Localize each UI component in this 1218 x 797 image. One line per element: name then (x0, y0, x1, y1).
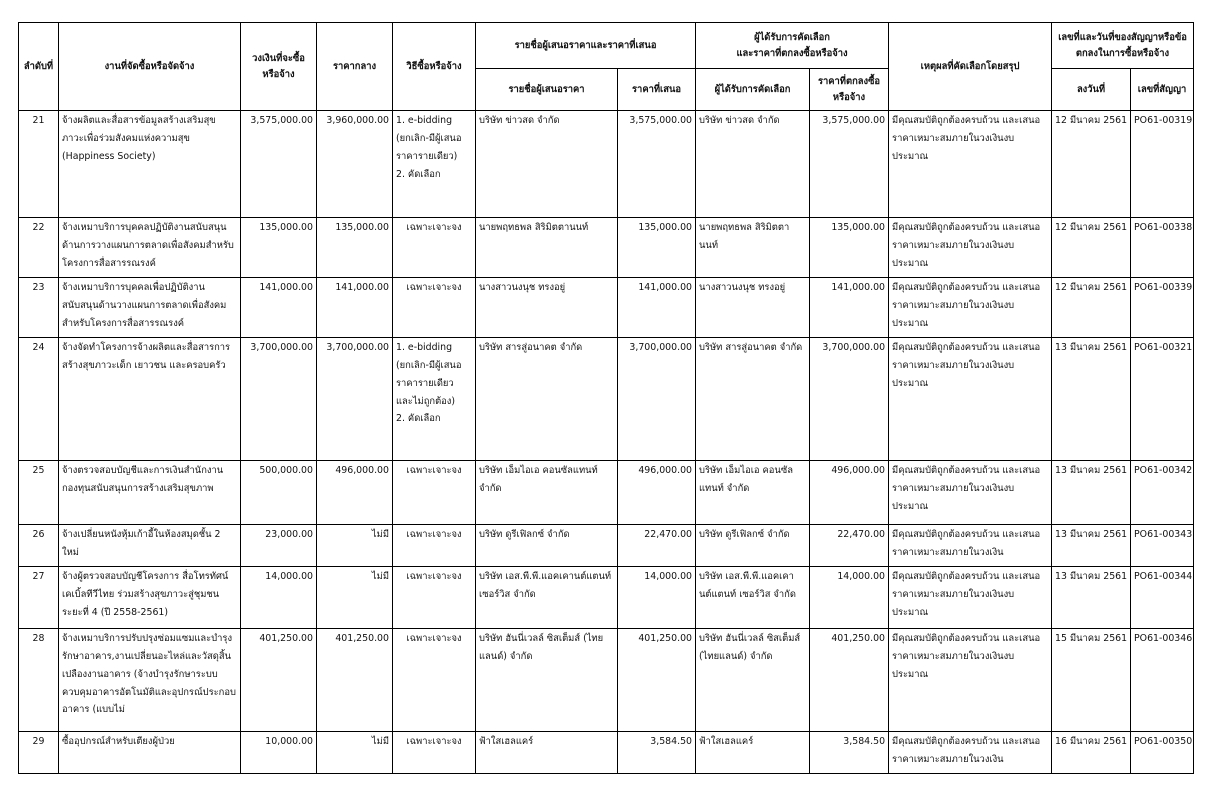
row-agreed-price: 135,000.00 (810, 218, 889, 278)
row-work: จ้างจัดทำโครงการจ้างผลิตและสื่อสารการสร้างสุขภาวะเด็ก เยาวชน และครอบครัว (59, 338, 241, 461)
row-contract-no: PO61-00342 (1131, 461, 1194, 525)
row-agreed-price: 14,000.00 (810, 567, 889, 629)
row-median: ไม่มี (317, 732, 393, 774)
row-no: 23 (19, 278, 59, 338)
row-contract-no: PO61-00346 (1131, 629, 1194, 732)
row-no: 26 (19, 525, 59, 567)
row-work: จ้างเหมาบริการบุคคลเพื่อปฏิบัติงานสนับสนุนด้านวางแผนการตลาดเพื่อสังคมสำหรับโครงการสื่อสารรณรงค์ (59, 278, 241, 338)
table-row (19, 461, 1194, 525)
row-reason: มีคุณสมบัติถูกต้องครบถ้วน และเสนอราคาเหมาะสมภายในวงเงิน (889, 732, 1052, 774)
row-selected: นางสาวนงนุช ทรงอยู่ (696, 278, 810, 338)
row-bid-price: 3,575,000.00 (618, 111, 696, 218)
row-method: เฉพาะเจาะจง (393, 218, 476, 278)
row-agreed-price: 3,700,000.00 (810, 338, 889, 461)
row-date: 16 มีนาคม 2561 (1052, 732, 1131, 774)
row-reason: มีคุณสมบัติถูกต้องครบถ้วน และเสนอราคาเหมาะสมภายในวงเงินงบประมาณ (889, 278, 1052, 338)
row-budget: 500,000.00 (241, 461, 317, 525)
header-bidders-group: รายชื่อผู้เสนอราคาและราคาที่เสนอ (476, 23, 696, 69)
row-reason: มีคุณสมบัติถูกต้องครบถ้วน และเสนอราคาเหมาะสมภายในวงเงินงบประมาณ (889, 218, 1052, 278)
row-selected: บริษัท ดูรีเฟิลกซ์ จำกัด (696, 525, 810, 567)
row-no: 22 (19, 218, 59, 278)
row-contract-no: PO61-00339 (1131, 278, 1194, 338)
row-budget: 23,000.00 (241, 525, 317, 567)
row-bid-price: 22,470.00 (618, 525, 696, 567)
row-date: 12 มีนาคม 2561 (1052, 111, 1131, 218)
row-reason: มีคุณสมบัติถูกต้องครบถ้วน และเสนอราคาเหมาะสมภายในวงเงินงบประมาณ (889, 567, 1052, 629)
table-row (19, 111, 1194, 218)
row-date: 13 มีนาคม 2561 (1052, 567, 1131, 629)
row-agreed-price: 496,000.00 (810, 461, 889, 525)
row-reason: มีคุณสมบัติถูกต้องครบถ้วน และเสนอราคาเหมาะสมภายในวงเงิน (889, 525, 1052, 567)
procurement-report (18, 22, 1194, 774)
table-row (19, 218, 1194, 278)
row-bid-price: 141,000.00 (618, 278, 696, 338)
row-contract-no: PO61-00350 (1131, 732, 1194, 774)
row-selected: บริษัท เอส.พี.พี.แอคเคานต์แตนท์ เซอร์วิส จำกัด (696, 567, 810, 629)
row-work: จ้างผลิตและสื่อสารข้อมูลสร้างเสริมสุขภาวะเพื่อร่วมสังคมแห่งความสุข (Happiness Society) (59, 111, 241, 218)
row-reason: มีคุณสมบัติถูกต้องครบถ้วน และเสนอราคาเหมาะสมภายในวงเงินงบประมาณ (889, 338, 1052, 461)
header-reason: เหตุผลที่คัดเลือกโดยสรุป (889, 23, 1052, 111)
row-agreed-price: 3,575,000.00 (810, 111, 889, 218)
row-method: เฉพาะเจาะจง (393, 278, 476, 338)
row-no: 29 (19, 732, 59, 774)
header-selected-name: ผู้ได้รับการคัดเลือก (696, 69, 810, 111)
row-work: จ้างตรวจสอบบัญชีและการเงินสำนักงานกองทุนสนับสนุนการสร้างเสริมสุขภาพ (59, 461, 241, 525)
header-method: วิธีซื้อหรือจ้าง (393, 23, 476, 111)
row-contract-no: PO61-00338 (1131, 218, 1194, 278)
row-bidder: บริษัท เอส.พี.พี.แอคเคานต์แตนท์ เซอร์วิส จำกัด (476, 567, 618, 629)
row-median: 141,000.00 (317, 278, 393, 338)
row-work: ซื้ออุปกรณ์สำหรับเตียงผู้ป่วย (59, 732, 241, 774)
header-bidder-name: รายชื่อผู้เสนอราคา (476, 69, 618, 111)
row-bidder: บริษัท ข่าวสด จำกัด (476, 111, 618, 218)
header-budget: วงเงินที่จะซื้อหรือจ้าง (241, 23, 317, 111)
row-selected: นายพฤทธพล สิริมิตตานนท์ (696, 218, 810, 278)
row-median: 3,700,000.00 (317, 338, 393, 461)
row-bidder: นายพฤทธพล สิริมิตตานนท์ (476, 218, 618, 278)
header-median: ราคากลาง (317, 23, 393, 111)
header-date: ลงวันที่ (1052, 69, 1131, 111)
row-budget: 14,000.00 (241, 567, 317, 629)
row-no: 24 (19, 338, 59, 461)
row-median: ไม่มี (317, 525, 393, 567)
header-contract-no: เลขที่สัญญา (1131, 69, 1194, 111)
row-contract-no: PO61-00321 (1131, 338, 1194, 461)
row-work: จ้างเหมาบริการปรับปรุงซ่อมแซมและบำรุงรักษาอาคาร,งานเปลี่ยนอะไหล่และวัสดุสิ้นเปลืองงานอาคาร (จ้างบำรุงรักษาระบบควบคุมอาคารอัตโนมัติและอุปกรณ์ประกอบอาคาร (แบบไม่ (59, 629, 241, 732)
row-date: 12 มีนาคม 2561 (1052, 278, 1131, 338)
header-contract-group: เลขที่และวันที่ของสัญญาหรือข้อตกลงในการซื้อหรือจ้าง (1052, 23, 1194, 69)
row-reason: มีคุณสมบัติถูกต้องครบถ้วน และเสนอราคาเหมาะสมภายในวงเงินงบประมาณ (889, 111, 1052, 218)
row-bid-price: 3,584.50 (618, 732, 696, 774)
row-median: ไม่มี (317, 567, 393, 629)
row-date: 13 มีนาคม 2561 (1052, 338, 1131, 461)
table-row (19, 338, 1194, 461)
row-reason: มีคุณสมบัติถูกต้องครบถ้วน และเสนอราคาเหมาะสมภายในวงเงินงบประมาณ (889, 461, 1052, 525)
row-date: 12 มีนาคม 2561 (1052, 218, 1131, 278)
row-no: 21 (19, 111, 59, 218)
row-method: เฉพาะเจาะจง (393, 461, 476, 525)
row-method: 1. e-bidding (ยกเลิก-มีผู้เสนอ ราคารายเดียว และไม่ถูกต้อง) 2. คัดเลือก (393, 338, 476, 461)
row-bidder: ฟ้าใสเฮลแคร์ (476, 732, 618, 774)
row-median: 135,000.00 (317, 218, 393, 278)
row-method: เฉพาะเจาะจง (393, 525, 476, 567)
row-work: จ้างผู้ตรวจสอบบัญชีโครงการ สื่อโทรทัศน์เคเบิ้ลทีวีไทย ร่วมสร้างสุขภาวะสู่ชุมชน ระยะที่ 4 (ปี 2558-2561) (59, 567, 241, 629)
row-bidder: บริษัท ดูรีเฟิลกซ์ จำกัด (476, 525, 618, 567)
row-date: 13 มีนาคม 2561 (1052, 461, 1131, 525)
table-row (19, 278, 1194, 338)
row-method: 1. e-bidding (ยกเลิก-มีผู้เสนอ ราคารายเดียว) 2. คัดเลือก (393, 111, 476, 218)
row-bidder: นางสาวนงนุช ทรงอยู่ (476, 278, 618, 338)
row-no: 27 (19, 567, 59, 629)
row-agreed-price: 3,584.50 (810, 732, 889, 774)
row-bidder: บริษัท ฮันนี่เวลล์ ซิสเต็มส์ (ไทยแลนด์) จำกัด (476, 629, 618, 732)
row-agreed-price: 401,250.00 (810, 629, 889, 732)
header-selected-group: ผู้ได้รับการคัดเลือก และราคาที่ตกลงซื้อหรือจ้าง (696, 23, 889, 69)
table-row (19, 567, 1194, 629)
row-bidder: บริษัท เอ็มไอเอ คอนซัลแทนท์ จำกัด (476, 461, 618, 525)
row-contract-no: PO61-00319 (1131, 111, 1194, 218)
row-bid-price: 401,250.00 (618, 629, 696, 732)
header-bid-price: ราคาที่เสนอ (618, 69, 696, 111)
row-bidder: บริษัท สารสู่อนาคต จำกัด (476, 338, 618, 461)
row-method: เฉพาะเจาะจง (393, 732, 476, 774)
row-budget: 401,250.00 (241, 629, 317, 732)
row-contract-no: PO61-00344 (1131, 567, 1194, 629)
table-row (19, 732, 1194, 774)
row-budget: 3,575,000.00 (241, 111, 317, 218)
row-date: 13 มีนาคม 2561 (1052, 525, 1131, 567)
row-bid-price: 3,700,000.00 (618, 338, 696, 461)
row-bid-price: 496,000.00 (618, 461, 696, 525)
row-no: 25 (19, 461, 59, 525)
header-agreed-price: ราคาที่ตกลงซื้อหรือจ้าง (810, 69, 889, 111)
row-contract-no: PO61-00343 (1131, 525, 1194, 567)
row-agreed-price: 22,470.00 (810, 525, 889, 567)
header-no: ลำดับที่ (19, 23, 59, 111)
row-median: 401,250.00 (317, 629, 393, 732)
row-date: 15 มีนาคม 2561 (1052, 629, 1131, 732)
row-method: เฉพาะเจาะจง (393, 567, 476, 629)
row-bid-price: 135,000.00 (618, 218, 696, 278)
row-median: 3,960,000.00 (317, 111, 393, 218)
row-method: เฉพาะเจาะจง (393, 629, 476, 732)
header-work: งานที่จัดซื้อหรือจัดจ้าง (59, 23, 241, 111)
row-bid-price: 14,000.00 (618, 567, 696, 629)
row-work: จ้างเหมาบริการบุคคลปฏิบัติงานสนับสนุนด้านการวางแผนการตลาดเพื่อสังคมสำหรับโครงการสื่อสารรณรงค์ (59, 218, 241, 278)
row-budget: 141,000.00 (241, 278, 317, 338)
row-selected: บริษัท ฮันนี่เวลล์ ซิสเต็มส์ (ไทยแลนด์) จำกัด (696, 629, 810, 732)
row-budget: 3,700,000.00 (241, 338, 317, 461)
table-row (19, 525, 1194, 567)
row-agreed-price: 141,000.00 (810, 278, 889, 338)
row-reason: มีคุณสมบัติถูกต้องครบถ้วน และเสนอราคาเหมาะสมภายในวงเงินงบประมาณ (889, 629, 1052, 732)
row-median: 496,000.00 (317, 461, 393, 525)
row-budget: 10,000.00 (241, 732, 317, 774)
row-selected: บริษัท สารสู่อนาคต จำกัด (696, 338, 810, 461)
procurement-table (18, 22, 1194, 774)
table-row (19, 629, 1194, 732)
row-selected: บริษัท ข่าวสด จำกัด (696, 111, 810, 218)
row-work: จ้างเปลี่ยนหนังหุ้มเก้าอี้ในห้องสมุดชั้น 2 ใหม่ (59, 525, 241, 567)
row-no: 28 (19, 629, 59, 732)
row-selected: ฟ้าใสเฮลแคร์ (696, 732, 810, 774)
row-budget: 135,000.00 (241, 218, 317, 278)
row-selected: บริษัท เอ็มไอเอ คอนซัลแทนท์ จำกัด (696, 461, 810, 525)
